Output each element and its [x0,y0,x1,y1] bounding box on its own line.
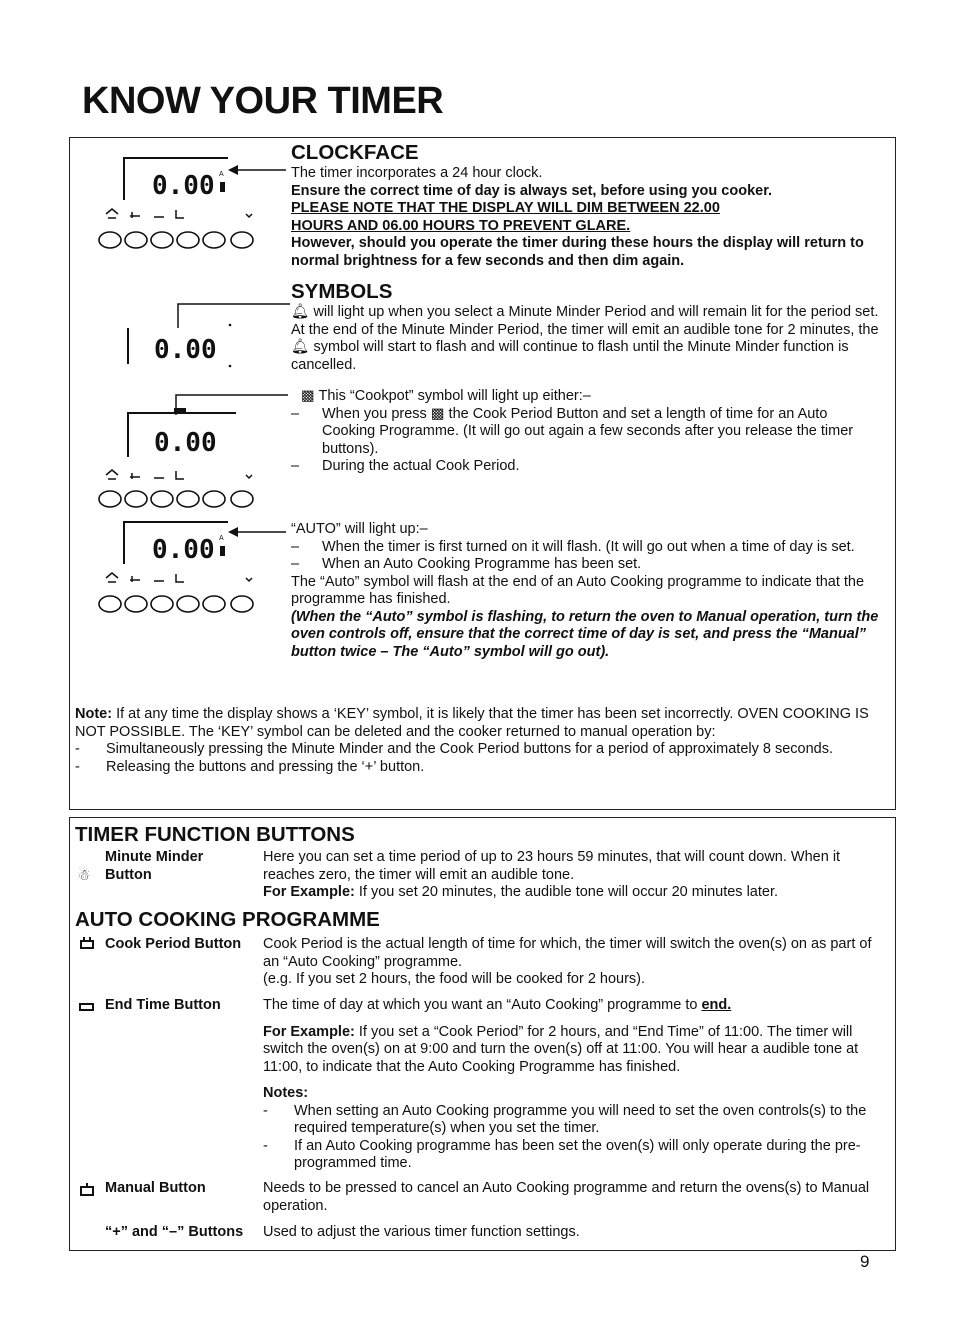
note-item-2: - Releasing the buttons and pressing the ‘+’ button. [75,758,425,775]
minute-minder-icon: ☃︎ [77,867,91,884]
auto-item-2: – When an Auto Cooking Programme has been set. [291,556,642,572]
end-time-icon [78,1000,96,1020]
svg-text:A: A [219,171,224,178]
timer-display-auto [96,516,286,616]
auto-prog-heading: AUTO COOKING PROGRAMME [75,908,380,931]
plus-minus-desc: Used to adjust the various timer function settings. [263,1224,580,1240]
bell-icon: 🔔︎ [291,339,310,355]
notes-item-2: - If an Auto Cooking programme has been set the oven(s) will only operate during the pre-programmed time. [263,1137,861,1171]
timer-display-clockface [96,152,286,252]
note-section [75,706,885,776]
auto-item-1: – When the timer is first turned on it will flash. (It will go out when a time of day is set. [291,538,855,555]
auto-italic-note: (When the “Auto” symbol is flashing, to return the oven to Manual operation, turn the oven controls off, ensure that the correct time of day is set, and press the “Manual” button twice – The “Auto” symbol will go out). [291,608,879,660]
cookpot-icon: ▩ [430,405,445,422]
end-time-desc: The time of day at which you want an “Auto Cooking” programme to end. For Example: If you set a “Cook Period” for 2 hours, and “End Time” of 11:00. The timer will switch the oven(s) on at 9:00 and turn the oven(s) off at 11:00. You will hear a audible tone at 11:00, to indicate that the Auto Cooking Programme has finished. Notes: - When setting an Auto Cooking programme you will need to set the oven controls(s) to the required temperature(s) when you set the timer. - If an Auto Cooking programme has been set the oven(s) will only operate during the pre-programmed time. [263,997,883,1173]
manual-icon [78,1181,96,1203]
svg-text:A: A [219,535,224,542]
clockface-heading: CLOCKFACE [291,141,419,164]
clockface-line3: PLEASE NOTE THAT THE DISPLAY WILL DIM BETWEEN 22.00 [291,200,720,216]
cookpot-intro: ▩ This “Cookpot” symbol will light up either:– [301,388,591,404]
notes-item-1: - When setting an Auto Cooking programme you will need to set the oven controls(s) to the required temperature(s) when you set the timer. [263,1102,867,1136]
svg-text:0.00: 0.00 [154,428,217,458]
note-item-1: - Simultaneously pressing the Minute Minder and the Cook Period buttons for a period of approximately 8 seconds. [75,741,834,757]
clockface-line5: However, should you operate the timer during these hours the display will return to normal brightness for a few seconds and then dim again. [291,235,864,269]
clockface-line4: HOURS AND 06.00 HOURS TO PREVENT GLARE. [291,217,631,234]
clockface-line1: The timer incorporates a 24 hour clock. [291,165,543,181]
symbols-section [291,280,881,374]
svg-text:0.00: 0.00 [152,535,215,565]
auto-intro: “AUTO” will light up:– [291,521,428,537]
auto-paragraph: The “Auto” symbol will flash at the end of an Auto Cooking programme to indicate that the programme has finished. [291,573,865,607]
manual-desc: Needs to be pressed to cancel an Auto Cooking programme and return the ovens(s) to Manual operation. [263,1180,870,1214]
symbols-readout: 0.00 [154,335,217,365]
page-title: KNOW YOUR TIMER [82,80,444,122]
minute-minder-label: Minute Minder Button [105,849,204,883]
plus-minus-label: “+” and “–” Buttons [105,1224,244,1240]
note-text: Note: If at any time the display shows a ‘KEY’ symbol, it is likely that the timer has been set incorrectly. OVEN COOKING IS NOT POSSIBLE. The ‘KEY’ symbol can be deleted and the cooker returned to manual operation by: [75,706,869,740]
timer-display-cookpot [96,393,291,513]
page-number: 9 [860,1252,870,1271]
cookpot-icon [78,935,96,957]
cookpot-section [291,388,881,476]
cook-period-label: Cook Period Button [105,936,242,952]
end-time-label: End Time Button [105,997,221,1013]
timer-display-bell [120,298,290,378]
cookpot-item-1: – When you press ▩ the Cook Period Button and set a length of time for an Auto Cooking Programme. (It will go out again a few seconds after you release the timer buttons). [291,405,854,457]
cook-period-desc: Cook Period is the actual length of time for which, the timer will switch the oven(s) on as part of an “Auto Cooking” programme. (e.g. If you set 2 hours, the food will be cooked for 2 hours). [263,936,872,987]
display-button-icons [106,209,252,218]
timer-buttons-heading: TIMER FUNCTION BUTTONS [75,823,355,846]
symbols-heading: SYMBOLS [291,280,393,303]
bell-icon: 🔔︎ [291,304,310,320]
auto-section [291,521,881,661]
display-readout: 0.00 [152,171,215,201]
bell-description: 🔔︎ will light up when you select a Minute Minder Period and will remain lit for the period set. At the end of the Minute Minder Period, the timer will emit an audible tone for 2 minutes, the🔔︎ symbol will start to flash and will continue to flash until the Minute Minder function is cancelled. [291,304,879,373]
clockface-line2: Ensure the correct time of day is always set, before using you cooker. [291,182,773,199]
cookpot-item-2: – During the actual Cook Period. [291,458,520,474]
manual-label: Manual Button [105,1180,206,1196]
clockface-section [291,141,881,270]
minute-minder-desc: Here you can set a time period of up to 23 hours 59 minutes, that will count down. When it reaches zero, the timer will emit an audible tone. For Example: If you set 20 minutes, the audible tone will occur 20 minutes later. [263,849,841,900]
cookpot-icon: ▩ [301,388,315,404]
